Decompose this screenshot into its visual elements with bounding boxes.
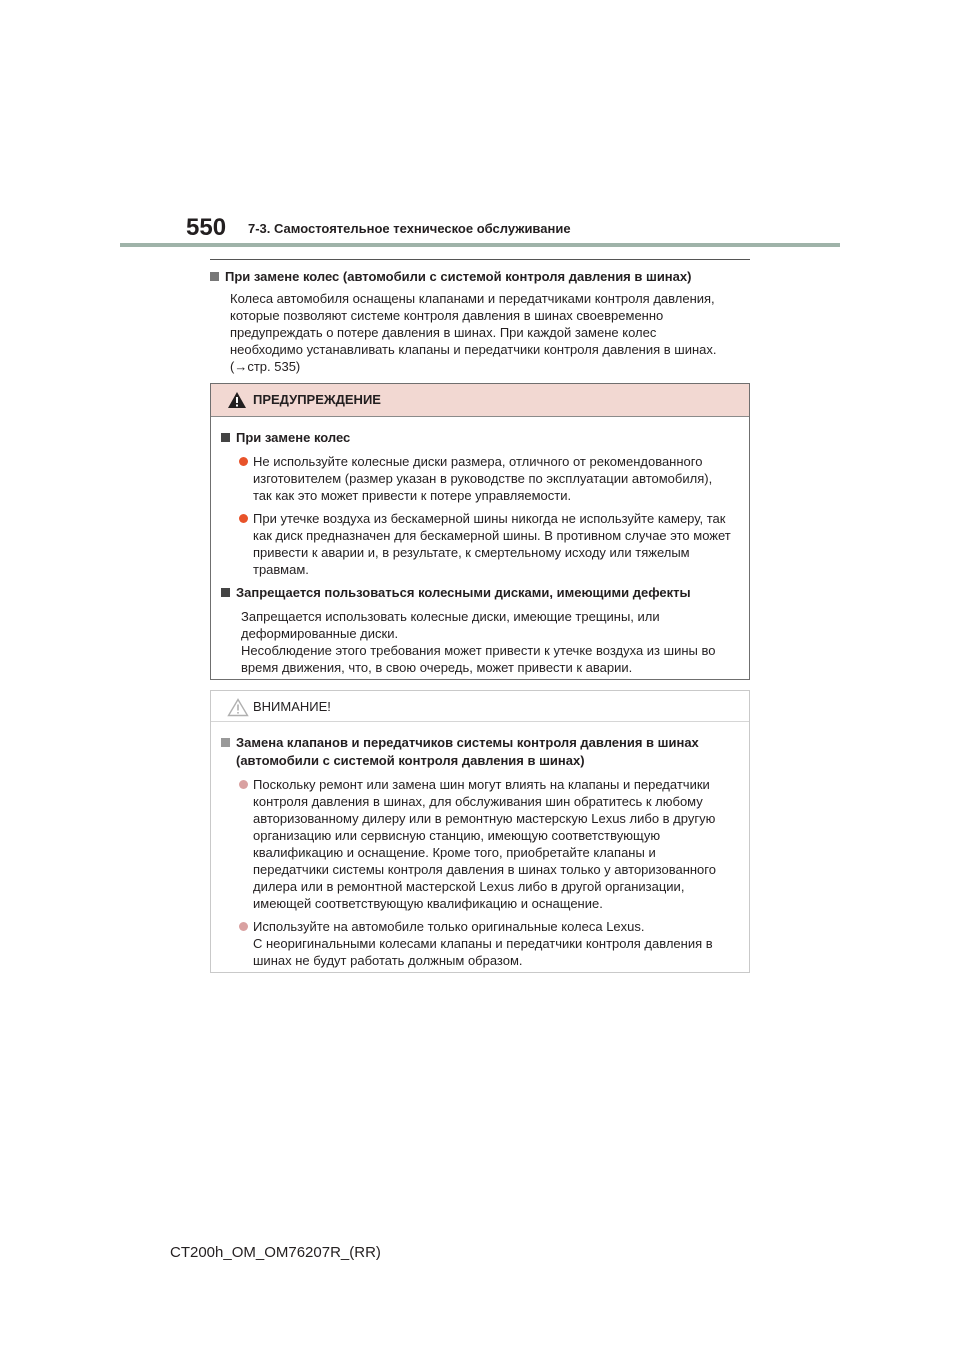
- bullet-icon: [239, 922, 248, 931]
- list-item: Поскольку ремонт или замена шин могут влиять на клапаны и передатчики контроля давления в шинах, для обслуживания шин обратитесь к любому авторизованному дилеру или в ремонтную мастерскую Lexus либо в другую организацию или сервисную станцию, имеющую соответствующую квалификацию и оснащение. Кроме того, приобретайте клапаны и передатчики системы контроля давления в шинах только у авторизованного дилера или в ремонтной мастерской Lexus либо в другой организации, имеющей соответствующую квалификацию и оснащение.: [221, 776, 741, 912]
- list-item: Используйте на автомобиле только оригинальные колеса Lexus. С неоригинальными колесами клапаны и передатчики контроля давления в шинах не будут работать должным образом.: [221, 918, 741, 969]
- divider: [210, 259, 750, 260]
- intro-paragraph: Колеса автомобиля оснащены клапанами и передатчиками контроля давления, которые позволяют системе контроля давления в шинах своевременно предупреждать о потере давления в шинах. При каждой замене колес необходимо устанавливать клапаны и передатчики контроля давления в шинах. (→стр. 535): [230, 291, 717, 374]
- warning-box: [210, 383, 750, 680]
- list-item: При утечке воздуха из бескамерной шины никогда не используйте камеру, так как диск предназначен для бескамерной шины. В противном случае это может привести к аварии и, в результате, к смертельному исходу или тяжелым травмам.: [221, 510, 741, 578]
- bullet-icon: [239, 457, 248, 466]
- intro-section: [210, 268, 750, 375]
- warning-paragraph: Запрещается использовать колесные диски, имеющие трещины, или деформированные диски. Несоблюдение этого требования может привести к утечке воздуха из шины во время движения, что, в свою очередь, может привести к аварии.: [241, 609, 716, 675]
- header-rule: [120, 243, 840, 247]
- list-item: Не используйте колесные диски размера, отличного от рекомендованного изготовителем (размер указан в руководстве по эксплуатации автомобиля), так как это может привести к потере управляемости.: [221, 453, 741, 504]
- caution-header: [211, 691, 749, 722]
- caution-label: ВНИМАНИЕ!: [253, 699, 331, 714]
- caution-heading: Замена клапанов и передатчиков системы контроля давления в шинах (автомобили с системой контроля давления в шинах): [221, 734, 741, 770]
- section-title: 7-3. Самостоятельное техническое обслуживание: [248, 221, 571, 236]
- document-code: CT200h_OM_OM76207R_(RR): [170, 1244, 381, 1261]
- caution-icon: [227, 698, 249, 717]
- bullet-icon: [239, 780, 248, 789]
- square-bullet-icon: [221, 738, 230, 747]
- square-bullet-icon: [221, 588, 230, 597]
- square-bullet-icon: [210, 272, 219, 281]
- intro-heading: При замене колес (автомобили с системой контроля давления в шинах): [210, 268, 750, 286]
- warning-header: [211, 384, 749, 417]
- warning-label: ПРЕДУПРЕЖДЕНИЕ: [253, 392, 381, 407]
- square-bullet-icon: [221, 433, 230, 442]
- warning-icon: [227, 391, 247, 409]
- warning-section-heading: Запрещается пользоваться колесными дисками, имеющими дефекты: [221, 584, 741, 602]
- bullet-icon: [239, 514, 248, 523]
- caution-box: [210, 690, 750, 973]
- page-number: 550: [186, 214, 227, 241]
- warning-section-heading: При замене колес: [221, 429, 741, 447]
